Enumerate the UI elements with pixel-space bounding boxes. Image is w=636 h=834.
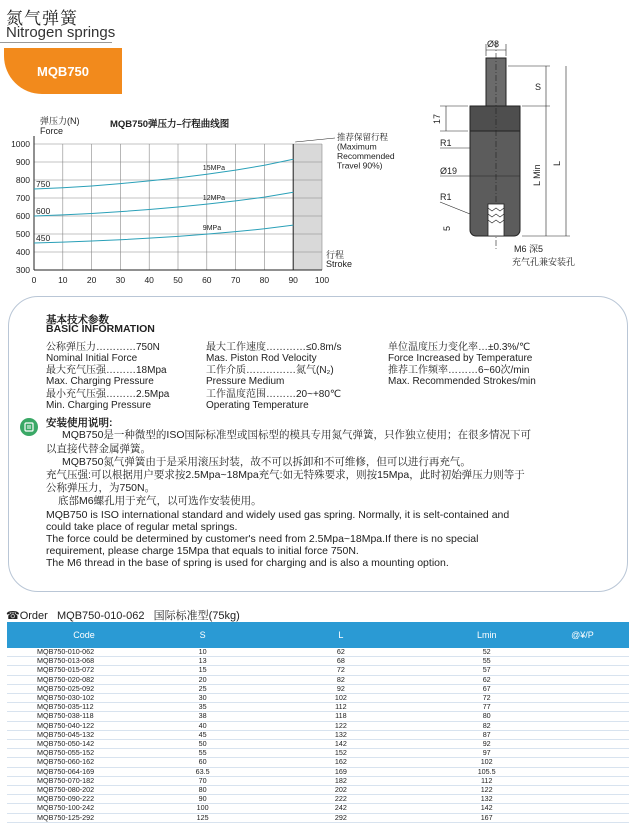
table-cell: 87	[438, 730, 536, 739]
table-cell: 63.5	[161, 767, 244, 776]
safety-en-line-5: The M6 thread in the base of spring is used for charging and is also a mounting option.	[46, 557, 449, 569]
spec-nominal-force-en: Nominal Initial Force	[46, 353, 138, 364]
series-label: 9MPa	[202, 225, 222, 233]
table-cell: 242	[244, 804, 437, 813]
spec-min-charge-en: Min. Charging Pressure	[46, 400, 152, 411]
table-cell: MQB750-045-132	[7, 730, 161, 739]
safety-en-line-1: MQB750 is ISO international standard and widely used gas spring. Normally, it is selt-contained and	[46, 509, 510, 521]
safety-cn-line-1: MQB750是一种微型的ISO国际标准型或国标型的模具专用氮气弹簧，只作独立使用；在很多情况下可	[62, 429, 532, 441]
table-cell: 100	[161, 804, 244, 813]
series-line-12MPa	[34, 192, 293, 216]
spec-velocity-cn: 最大工作速度…………≤0.8m/s	[206, 342, 342, 353]
x-tick-label: 100	[314, 275, 330, 285]
table-cell	[536, 694, 629, 703]
table-cell: 72	[438, 694, 536, 703]
table-cell: 35	[161, 703, 244, 712]
table-cell	[536, 749, 629, 758]
table-cell: 10	[161, 648, 244, 657]
table-cell: MQB750-035-112	[7, 703, 161, 712]
table-cell	[536, 740, 629, 749]
table-cell: 122	[244, 721, 437, 730]
column-header: Code	[7, 622, 161, 648]
y-tick-label: 500	[15, 229, 30, 239]
order-standard: 国际标准型(75kg)	[153, 610, 240, 622]
table-cell: 13	[161, 657, 244, 666]
table-cell: MQB750-038-118	[7, 712, 161, 721]
title-divider	[0, 42, 112, 43]
spec-min-charge-cn: 最小充气压强………2.5Mpa	[46, 389, 170, 400]
y-tick-label: 700	[15, 193, 30, 203]
table-cell	[536, 666, 629, 675]
table-cell: MQB750-020-082	[7, 675, 161, 684]
r1-top-label: R1	[440, 138, 452, 148]
safety-en-line-3: The force could be determined by customer's need from 2.5Mpa~18Mpa.If there is no special	[46, 533, 479, 545]
page-title-en: Nitrogen springs	[6, 24, 116, 41]
spec-max-charge-cn: 最大充气压强………18Mpa	[46, 365, 167, 376]
recommend-label-line: Recommended	[337, 151, 395, 161]
force-stroke-chart	[0, 108, 410, 293]
table-row	[7, 694, 629, 703]
table-cell	[536, 813, 629, 822]
spec-nominal-force-cn: 公称弹压力…………750N	[46, 342, 160, 353]
table-cell: 92	[244, 684, 437, 693]
table-cell: MQB750-055-152	[7, 749, 161, 758]
table-cell	[536, 767, 629, 776]
table-cell	[536, 684, 629, 693]
r1-bottom-leader	[440, 202, 470, 214]
spec-temp-coef-cn: 单位温度压力变化率…±0.3%/℃	[388, 342, 531, 353]
table-row	[7, 786, 629, 795]
table-row	[7, 648, 629, 657]
spec-medium-cn: 工作介质……………氮气(N₂)	[206, 365, 334, 376]
table-cell: 57	[438, 666, 536, 675]
table-cell: 38	[161, 712, 244, 721]
table-cell: 80	[161, 786, 244, 795]
x-tick-label: 30	[115, 275, 126, 285]
order-model: MQB750-010-062	[57, 610, 145, 622]
table-row	[7, 795, 629, 804]
table-cell: 142	[244, 740, 437, 749]
chart-xlabel-en: Stroke	[326, 259, 353, 269]
table-cell	[536, 657, 629, 666]
x-tick-label: 90	[288, 275, 298, 285]
table-cell: MQB750-015-072	[7, 666, 161, 675]
spec-temperature-en: Operating Temperature	[206, 400, 309, 411]
table-cell: 125	[161, 813, 244, 822]
table-cell: 90	[161, 795, 244, 804]
y-tick-label: 800	[15, 175, 30, 185]
table-cell: 40	[161, 721, 244, 730]
dim-5-label: 5	[442, 225, 452, 231]
series-start-label: 750	[36, 179, 51, 189]
table-cell: MQB750-060-162	[7, 758, 161, 767]
table-cell	[536, 776, 629, 785]
table-cell: 92	[438, 740, 536, 749]
table-cell: 15	[161, 666, 244, 675]
table-cell: MQB750-070-182	[7, 776, 161, 785]
table-cell: 45	[161, 730, 244, 739]
table-cell: MQB750-010-062	[7, 648, 161, 657]
column-header: S	[161, 622, 244, 648]
table-cell: MQB750-013-068	[7, 657, 161, 666]
y-tick-label: 1000	[11, 139, 30, 149]
table-cell: 182	[244, 776, 437, 785]
y-tick-label: 900	[15, 157, 30, 167]
table-row	[7, 776, 629, 785]
table-cell: 52	[438, 648, 536, 657]
table-cell	[536, 786, 629, 795]
spec-medium-en: Pressure Medium	[206, 376, 285, 387]
table-row	[7, 721, 629, 730]
table-cell: 202	[244, 786, 437, 795]
r1-bottom-label: R1	[440, 192, 452, 202]
table-cell: 77	[438, 703, 536, 712]
table-cell: 25	[161, 684, 244, 693]
spec-temperature-cn: 工作温度范围………20~+80℃	[206, 389, 342, 400]
table-cell: 20	[161, 675, 244, 684]
table-cell: 112	[438, 776, 536, 785]
table-cell: 67	[438, 684, 536, 693]
safety-cn-line-3: MQB750氮气弹簧由于是采用滚压封装，故不可以拆卸和不可维修，但可以进行再充气。	[62, 456, 471, 468]
x-tick-label: 80	[259, 275, 270, 285]
table-cell: MQB750-064-169	[7, 767, 161, 776]
table-row	[7, 749, 629, 758]
safety-cn-line-2: 以直接代替金属弹簧。	[46, 443, 151, 455]
basic-info-title-cn: 基本技术参数	[46, 314, 109, 326]
table-cell: 80	[438, 712, 536, 721]
x-tick-label: 40	[144, 275, 154, 285]
table-cell: 122	[438, 786, 536, 795]
table-cell: MQB750-080-202	[7, 786, 161, 795]
x-tick-label: 50	[173, 275, 183, 285]
spring-drawing	[410, 36, 636, 276]
table-cell: 68	[244, 657, 437, 666]
series-label: 12MPa	[202, 195, 225, 203]
basic-info-title-en: BASIC INFORMATION	[46, 323, 155, 335]
order-table-header	[7, 622, 629, 648]
table-row	[7, 703, 629, 712]
table-cell: 102	[244, 694, 437, 703]
chart-ylabel-cn: 弹压力(N)	[40, 116, 80, 126]
safety-title: 安装使用说明:	[46, 417, 113, 429]
x-tick-label: 70	[230, 275, 241, 285]
safety-en-line-4: requirement, please charge 15Mpa that equals to initial force 750N.	[46, 545, 359, 557]
table-cell	[536, 648, 629, 657]
x-tick-label: 60	[202, 275, 212, 285]
table-cell: MQB750-040-122	[7, 721, 161, 730]
table-row	[7, 730, 629, 739]
table-cell	[536, 712, 629, 721]
table-cell: MQB750-125-292	[7, 813, 161, 822]
table-cell	[536, 703, 629, 712]
table-cell	[536, 675, 629, 684]
table-cell: 60	[161, 758, 244, 767]
table-cell: 222	[244, 795, 437, 804]
x-tick-label: 20	[86, 275, 97, 285]
dim-s-label: S	[535, 82, 542, 92]
table-cell: MQB750-090-222	[7, 795, 161, 804]
thread-note: 充气孔兼安装孔	[512, 257, 576, 267]
order-label: Order	[19, 610, 48, 622]
table-cell: MQB750-100-242	[7, 804, 161, 813]
table-row	[7, 740, 629, 749]
table-cell: 292	[244, 813, 437, 822]
order-table	[7, 622, 629, 823]
column-header: @¥/P	[536, 622, 629, 648]
table-cell: 55	[161, 749, 244, 758]
table-cell: 112	[244, 703, 437, 712]
recommend-label-line: 推荐保留行程	[337, 132, 389, 142]
table-row	[7, 804, 629, 813]
safety-en-line-2: could take place of regular metal springs.	[46, 521, 238, 533]
table-cell: 62	[438, 675, 536, 684]
safety-cn-line-5: 公称弹压力，为750N。	[46, 482, 156, 494]
table-cell: MQB750-030-102	[7, 694, 161, 703]
safety-icon	[20, 418, 38, 436]
table-cell	[536, 730, 629, 739]
dim-rod-diameter: Ø8	[487, 39, 500, 49]
dim-body-diameter: Ø19	[440, 166, 458, 176]
y-tick-label: 600	[15, 211, 30, 221]
table-cell: 97	[438, 749, 536, 758]
table-cell: MQB750-025-092	[7, 684, 161, 693]
chart-title: MQB750弹压力–行程曲线图	[110, 119, 230, 130]
table-cell: 82	[438, 721, 536, 730]
phone-icon: ☎	[6, 610, 20, 622]
table-cell: 70	[161, 776, 244, 785]
table-row	[7, 712, 629, 721]
recommend-label-line: (Maximum	[337, 141, 377, 152]
dim-lmin-label: L Min	[532, 164, 542, 186]
x-tick-label: 0	[31, 275, 37, 285]
chart-xlabel-cn: 行程	[326, 250, 345, 260]
table-row	[7, 675, 629, 684]
series-start-label: 600	[36, 206, 51, 216]
series-line-15MPa	[34, 159, 293, 189]
y-tick-label: 400	[15, 247, 30, 257]
series-start-label: 450	[36, 233, 51, 243]
spec-velocity-en: Mas. Piston Rod Velocity	[206, 353, 317, 364]
table-cell: 62	[244, 648, 437, 657]
table-row	[7, 767, 629, 776]
table-cell: 152	[244, 749, 437, 758]
table-cell: 102	[438, 758, 536, 767]
table-row	[7, 657, 629, 666]
page-title-cn: 氮气弹簧	[6, 9, 78, 28]
table-cell: 132	[244, 730, 437, 739]
model-badge: MQB750	[4, 48, 122, 94]
table-cell: 167	[438, 813, 536, 822]
recommend-leader	[295, 138, 335, 142]
table-cell	[536, 804, 629, 813]
table-row	[7, 758, 629, 767]
table-cell	[536, 721, 629, 730]
table-cell: 30	[161, 694, 244, 703]
table-cell: 82	[244, 675, 437, 684]
column-header: Lmin	[438, 622, 536, 648]
dim-l-label: L	[552, 160, 562, 166]
spec-max-charge-en: Max. Charging Pressure	[46, 376, 154, 387]
table-cell: 142	[438, 804, 536, 813]
table-row	[7, 813, 629, 822]
table-cell: 118	[244, 712, 437, 721]
chart-ylabel-en: Force	[40, 126, 64, 136]
table-cell: 132	[438, 795, 536, 804]
table-cell	[536, 795, 629, 804]
thread-spec: M6 深5	[514, 244, 544, 254]
order-header	[6, 607, 240, 623]
recommend-region	[293, 144, 322, 270]
x-tick-label: 10	[58, 275, 68, 285]
dim-17-label: 17	[432, 113, 442, 124]
table-cell	[536, 758, 629, 767]
recommend-label-line: Travel 90%)	[337, 160, 383, 171]
table-cell: 50	[161, 740, 244, 749]
table-cell: 162	[244, 758, 437, 767]
cylinder-neck	[470, 106, 520, 131]
spec-temp-coef-en: Force Increased by Temperature	[388, 353, 533, 364]
table-row	[7, 684, 629, 693]
table-row	[7, 666, 629, 675]
spec-frequency-cn: 推荐工作频率………6~60次/min	[388, 365, 530, 376]
table-cell: 105.5	[438, 767, 536, 776]
safety-cn-line-6: 底部M6螺孔用于充气，以可选作安装使用。	[58, 495, 262, 507]
column-header: L	[244, 622, 437, 648]
spec-frequency-en: Max. Recommended Strokes/min	[388, 376, 536, 387]
table-cell: 72	[244, 666, 437, 675]
table-cell: 169	[244, 767, 437, 776]
safety-cn-line-4: 充气压强:可以根据用户要求按2.5Mpa~18Mpa充气:如无特殊要求，则按15Mpa，此时初始弹压力则等于	[46, 469, 525, 481]
table-cell: 55	[438, 657, 536, 666]
y-tick-label: 300	[15, 265, 30, 275]
table-cell: MQB750-050-142	[7, 740, 161, 749]
series-label: 15MPa	[202, 165, 225, 173]
